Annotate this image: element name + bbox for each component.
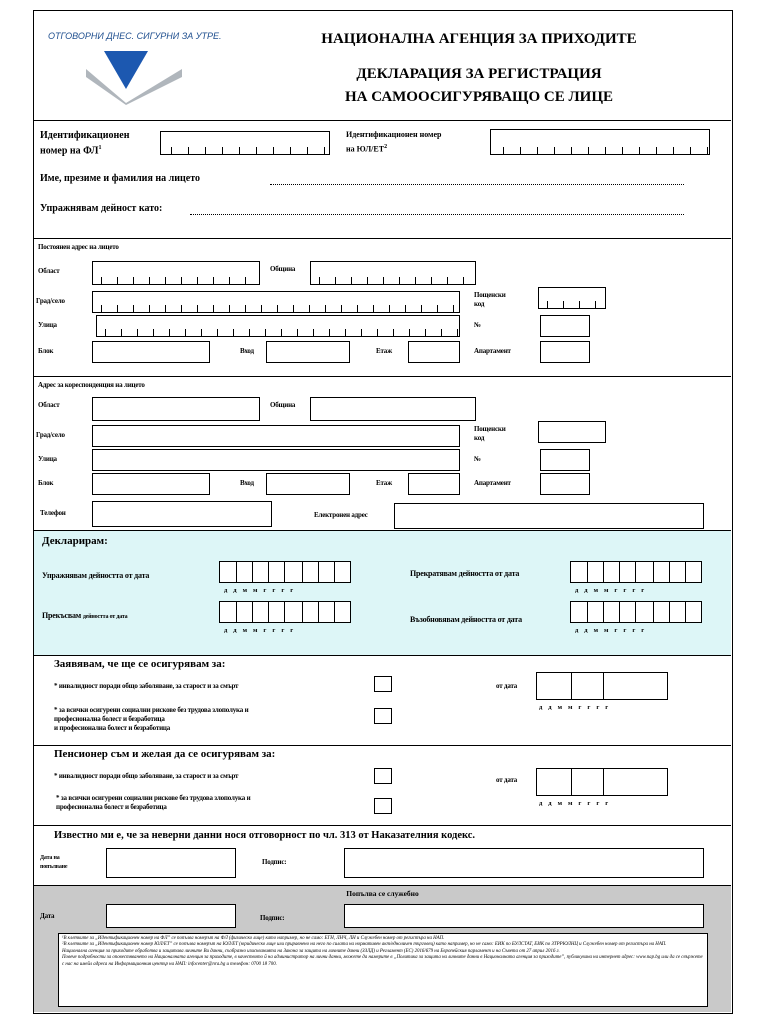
form-header	[34, 11, 731, 121]
fill-date-label: Дата на попълване	[40, 855, 68, 870]
grad-input[interactable]	[92, 291, 460, 313]
corr-ulica-input[interactable]	[92, 449, 460, 471]
fl-id-input[interactable]	[160, 131, 330, 155]
corr-apart-input[interactable]	[540, 473, 590, 495]
resume-date-input[interactable]	[570, 601, 702, 623]
etaj-label: Етаж	[376, 347, 392, 355]
vhod-label: Вход	[240, 347, 254, 355]
obshtina-input[interactable]	[310, 261, 476, 285]
no-label: №	[474, 321, 481, 329]
resume-date-label: Възобновявам дейността от дата	[410, 615, 522, 624]
corr-vhod-input[interactable]	[266, 473, 350, 495]
jul-id-input[interactable]	[490, 129, 710, 155]
official-date-input[interactable]	[106, 904, 236, 928]
stop-date-mask: ддммгггг	[575, 587, 651, 594]
pension-option2-checkbox[interactable]	[374, 798, 392, 814]
corr-no-label: №	[474, 455, 481, 463]
corr-etaj-input[interactable]	[408, 473, 460, 495]
obshtina-label: Община	[270, 265, 296, 273]
corr-grad-label: Град/село	[36, 431, 65, 439]
pension-from-date-label: от дата	[496, 776, 518, 784]
correspondence-address-section	[34, 377, 731, 537]
official-section	[34, 886, 731, 1012]
corr-ulica-label: Улица	[38, 455, 57, 463]
declaration-title: Декларирам:	[42, 535, 108, 547]
pause-date-input[interactable]	[219, 601, 351, 623]
full-name-label: Име, презиме и фамилия на лицето	[40, 173, 200, 184]
liability-section	[34, 826, 731, 886]
postcode-input[interactable]	[538, 287, 606, 309]
insurance-title: Заявявам, че ще се осигурявам за:	[54, 658, 226, 670]
pension-option1-checkbox[interactable]	[374, 768, 392, 784]
insurance-section	[34, 656, 731, 746]
stop-date-label: Прекратявам дейността от дата	[410, 569, 520, 578]
pause-date-mask: ддммгггг	[224, 627, 300, 634]
grad-label: Град/село	[36, 297, 65, 305]
oblast-input[interactable]	[92, 261, 260, 285]
identification-section	[34, 121, 731, 239]
stop-date-input[interactable]	[570, 561, 702, 583]
fill-date-input[interactable]	[106, 848, 236, 878]
nap-logo-icon	[84, 47, 184, 105]
pension-title: Пенсионер съм и желая да се осигурявам за:	[54, 748, 276, 760]
pause-date-label: Прекъсвам дейността от дата	[42, 611, 128, 620]
pension-date-mask: ддммгггг	[539, 800, 615, 807]
slogan: ОТГОВОРНИ ДНЕС. СИГУРНИ ЗА УТРЕ.	[48, 31, 222, 41]
resume-date-mask: ддммгггг	[575, 627, 651, 634]
official-sign-input[interactable]	[344, 904, 704, 928]
privacy-note: Национална агенция за приходите обработва и защитава личните Ви данни, съобразно изискванията на Закона за защита на личните данни (ЗЗЛД) и Регламент (ЕС) 2016/679 на Европейския парламент и на Съвета от 27 април 2016 г.	[62, 948, 560, 954]
privacy-details-note: Повече подробности за оповестяването на Националната агенция за приходите, в качеството й на администратор на лични данни, можете да намерите в „Политика за защита на личните данни в Националната агенция за приходите”, публикувана на интернет адрес: www.nap.bg или да се свържете с нас на имейл адреса на Информационния център на НАП: infocenter@nra.bg и телефон: 0700 18 700.	[62, 955, 703, 967]
liability-text: Известно ми е, че за неверни данни нося отговорност по чл. 313 от Наказателния кодекс.	[54, 830, 476, 841]
official-date-label: Дата	[40, 912, 55, 920]
insure-from-date-label: от дата	[496, 682, 518, 690]
corr-no-input[interactable]	[540, 449, 590, 471]
corr-apart-label: Апартамент	[474, 479, 511, 487]
insure-option1-label: * инвалидност поради общо заболяване, за старост и за смърт	[54, 682, 239, 690]
start-date-label: Упражнявам дейността от дата	[42, 571, 150, 580]
postcode-label: Пощенски код	[474, 291, 506, 308]
footnote-1: ¹В клетките за „Идентификационен номер на ФЛ” се попълва номерът на ФЛ (физическо лице) като например, но не само: ЕГН, ЛНЧ, ЛН и Служебен номер от регистъра на НАП.	[62, 936, 445, 941]
signature-input[interactable]	[344, 848, 704, 878]
vhod-input[interactable]	[266, 341, 350, 363]
corr-etaj-label: Етаж	[376, 479, 392, 487]
insure-option2-checkbox[interactable]	[374, 708, 392, 724]
apart-input[interactable]	[540, 341, 590, 363]
corr-postcode-label: Пощенски код	[474, 425, 506, 442]
no-input[interactable]	[540, 315, 590, 337]
declaration-form	[33, 10, 733, 1014]
apart-label: Апартамент	[474, 347, 511, 355]
etaj-input[interactable]	[408, 341, 460, 363]
oblast-label: Област	[38, 267, 60, 275]
correspondence-address-title: Адрес за кореспонденция на лицето	[38, 381, 145, 389]
corr-blok-input[interactable]	[92, 473, 210, 495]
blok-input[interactable]	[92, 341, 210, 363]
signature-label: Подпис:	[262, 858, 287, 866]
corr-postcode-input[interactable]	[538, 421, 606, 443]
blok-label: Блок	[38, 347, 54, 355]
permanent-address-section	[34, 239, 731, 377]
ulica-label: Улица	[38, 321, 57, 329]
insure-from-date-input[interactable]	[536, 672, 668, 700]
email-input[interactable]	[394, 503, 704, 529]
pension-option2-label: * за всички осигурени социални рискове без трудова злополука и професионална болест и безработица	[56, 794, 251, 811]
ulica-input[interactable]	[96, 315, 460, 337]
insure-option1-checkbox[interactable]	[374, 676, 392, 692]
fl-id-label: Идентификационен номер на $ФЛ^1$	[40, 130, 130, 157]
official-title: Попълва се служебно	[346, 889, 419, 898]
start-date-mask: ддммгггг	[224, 587, 300, 594]
agency-name: НАЦИОНАЛНА АГЕНЦИЯ ЗА ПРИХОДИТЕ	[321, 31, 637, 47]
insure-option2-label: * за всички осигурени социални рискове без трудова злополука и професионална болест и безработица и професионална болест и безработица	[54, 706, 249, 732]
form-title-line2: НА САМООСИГУРЯВАЩО СЕ ЛИЦЕ	[344, 89, 614, 105]
corr-blok-label: Блок	[38, 479, 54, 487]
pension-option1-label: * инвалидност поради общо заболяване, за старост и за смърт	[54, 772, 239, 780]
activity-line[interactable]	[190, 214, 684, 215]
pension-from-date-input[interactable]	[536, 768, 668, 796]
corr-grad-input[interactable]	[92, 425, 460, 447]
phone-input[interactable]	[92, 501, 272, 527]
activity-label: Упражнявам дейност като:	[40, 203, 163, 214]
phone-label: Телефон	[40, 509, 66, 517]
insure-date-mask: ддммгггг	[539, 704, 615, 711]
full-name-line[interactable]	[270, 184, 684, 185]
corr-obshtina-input[interactable]	[310, 397, 476, 421]
footnotes-box	[58, 933, 708, 1007]
corr-oblast-label: Област	[38, 401, 60, 409]
corr-oblast-input[interactable]	[92, 397, 260, 421]
declaration-section	[34, 530, 731, 656]
corr-obshtina-label: Община	[270, 401, 296, 409]
form-title-line1: ДЕКЛАРАЦИЯ ЗА РЕГИСТРАЦИЯ	[356, 66, 602, 82]
jul-id-label: Идентификационен номер на $ЮЛ/ЕТ^2$	[346, 130, 442, 154]
pension-section	[34, 746, 731, 826]
permanent-address-title: Постоянен адрес на лицето	[38, 243, 119, 251]
email-label: Електронен адрес	[314, 511, 368, 519]
corr-vhod-label: Вход	[240, 479, 254, 487]
footnote-2: ²В клетките за „Идентификационен номер ЮЛ/ЕТ” се попълва номерът на ЮЛ/ЕТ (юридическо лице или приравнено на него по силата на нормативен акт/едноличен търговец) като например, но не само: ЕИК по БУЛСТАТ, ЕИК по ЗТРРЮЛНЦ и Служебен номер от регистъра на НАП.	[62, 942, 667, 948]
official-sign-label: Подпис:	[260, 914, 285, 922]
start-date-input[interactable]	[219, 561, 351, 583]
